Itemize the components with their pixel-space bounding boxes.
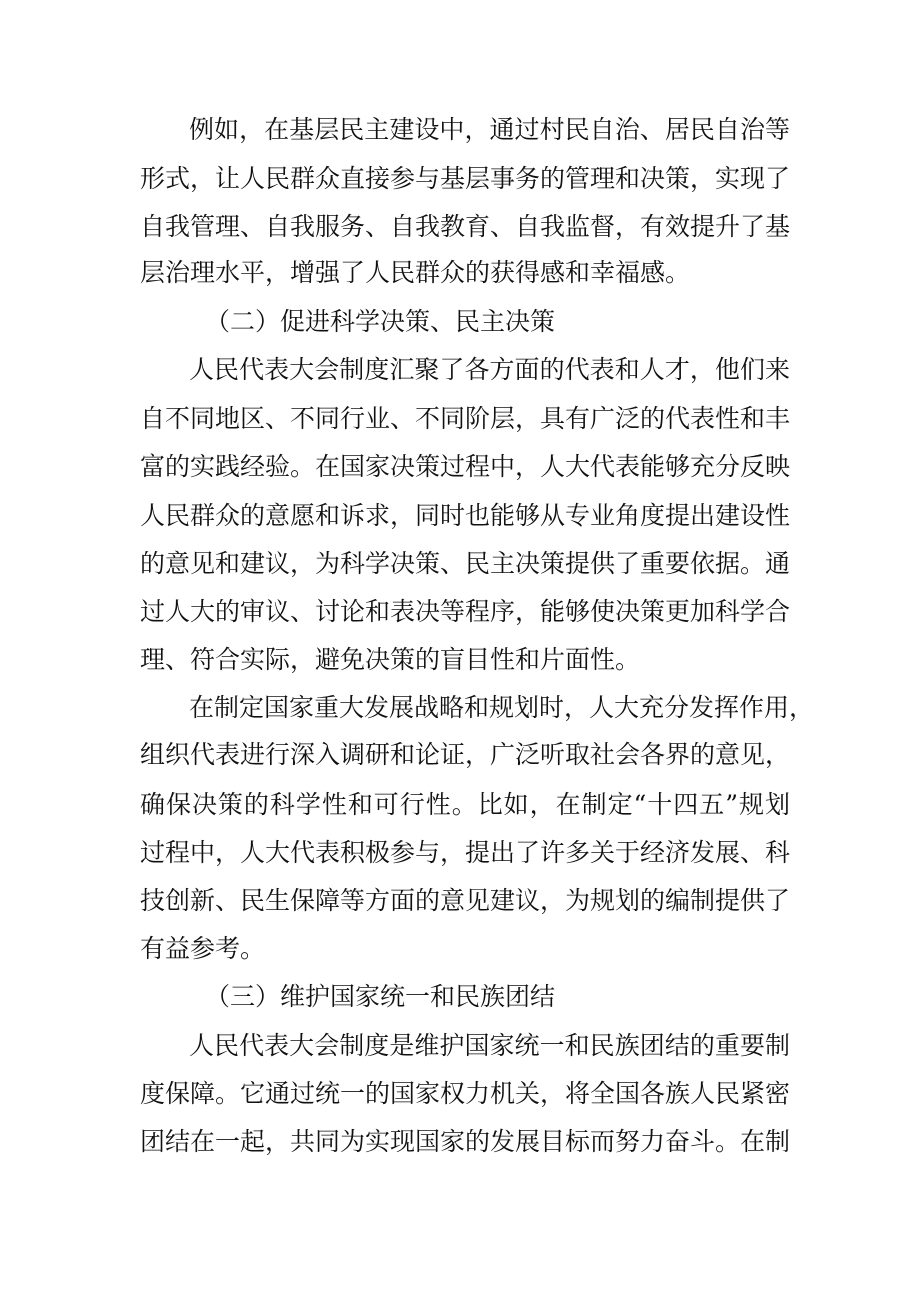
paragraph-3-line-5: 技创新、民生保障等方面的意见建议，为规划的编制提供了 — [140, 886, 791, 915]
paragraph-2-line-3: 富的实践经验。在国家决策过程中，人大代表能够充分反映 — [140, 452, 791, 481]
paragraph-3-line-1: 在制定国家重大发展战略和规划时，人大充分发挥作用， — [189, 693, 815, 722]
paragraph-3-line-6: 有益参考。 — [140, 934, 266, 963]
paragraph-2-line-2: 自不同地区、不同行业、不同阶层，具有广泛的代表性和丰 — [140, 404, 791, 433]
section-heading-3: （三）维护国家统一和民族团结 — [205, 982, 556, 1011]
paragraph-1-line-1: 例如，在基层民主建设中，通过村民自治、居民自治等 — [189, 115, 790, 144]
paragraph-4-line-2: 度保障。它通过统一的国家权力机关，将全国各族人民紧密 — [140, 1079, 791, 1108]
paragraph-4-line-3: 团结在一起，共同为实现国家的发展目标而努力奋斗。在制 — [140, 1127, 791, 1156]
paragraph-2-line-1: 人民代表大会制度汇聚了各方面的代表和人才，他们来 — [189, 355, 790, 384]
paragraph-2-line-4: 人民群众的意愿和诉求，同时也能够从专业角度提出建设性 — [140, 501, 791, 530]
paragraph-1-line-2: 形式，让人民群众直接参与基层事务的管理和决策，实现了 — [140, 164, 791, 193]
paragraph-3-line-3: 确保决策的科学性和可行性。比如，在制定“十四五”规划 — [140, 790, 790, 819]
paragraph-1-line-4: 层治理水平，增强了人民群众的获得感和幸福感。 — [140, 258, 691, 287]
paragraph-4-line-1: 人民代表大会制度是维护国家统一和民族团结的重要制 — [189, 1031, 790, 1060]
paragraph-2-line-7: 理、符合实际，避免决策的盲目性和片面性。 — [140, 645, 641, 674]
paragraph-3-line-4: 过程中，人大代表积极参与，提出了许多关于经济发展、科 — [140, 838, 791, 867]
paragraph-1-line-3: 自我管理、自我服务、自我教育、自我监督，有效提升了基 — [140, 212, 791, 241]
section-heading-2: （二）促进科学决策、民主决策 — [205, 307, 556, 336]
paragraph-2-line-6: 过人大的审议、讨论和表决等程序，能够使决策更加科学合 — [140, 597, 791, 626]
paragraph-3-line-2: 组织代表进行深入调研和论证，广泛听取社会各界的意见， — [140, 740, 791, 769]
paragraph-2-line-5: 的意见和建议，为科学决策、民主决策提供了重要依据。通 — [140, 549, 791, 578]
